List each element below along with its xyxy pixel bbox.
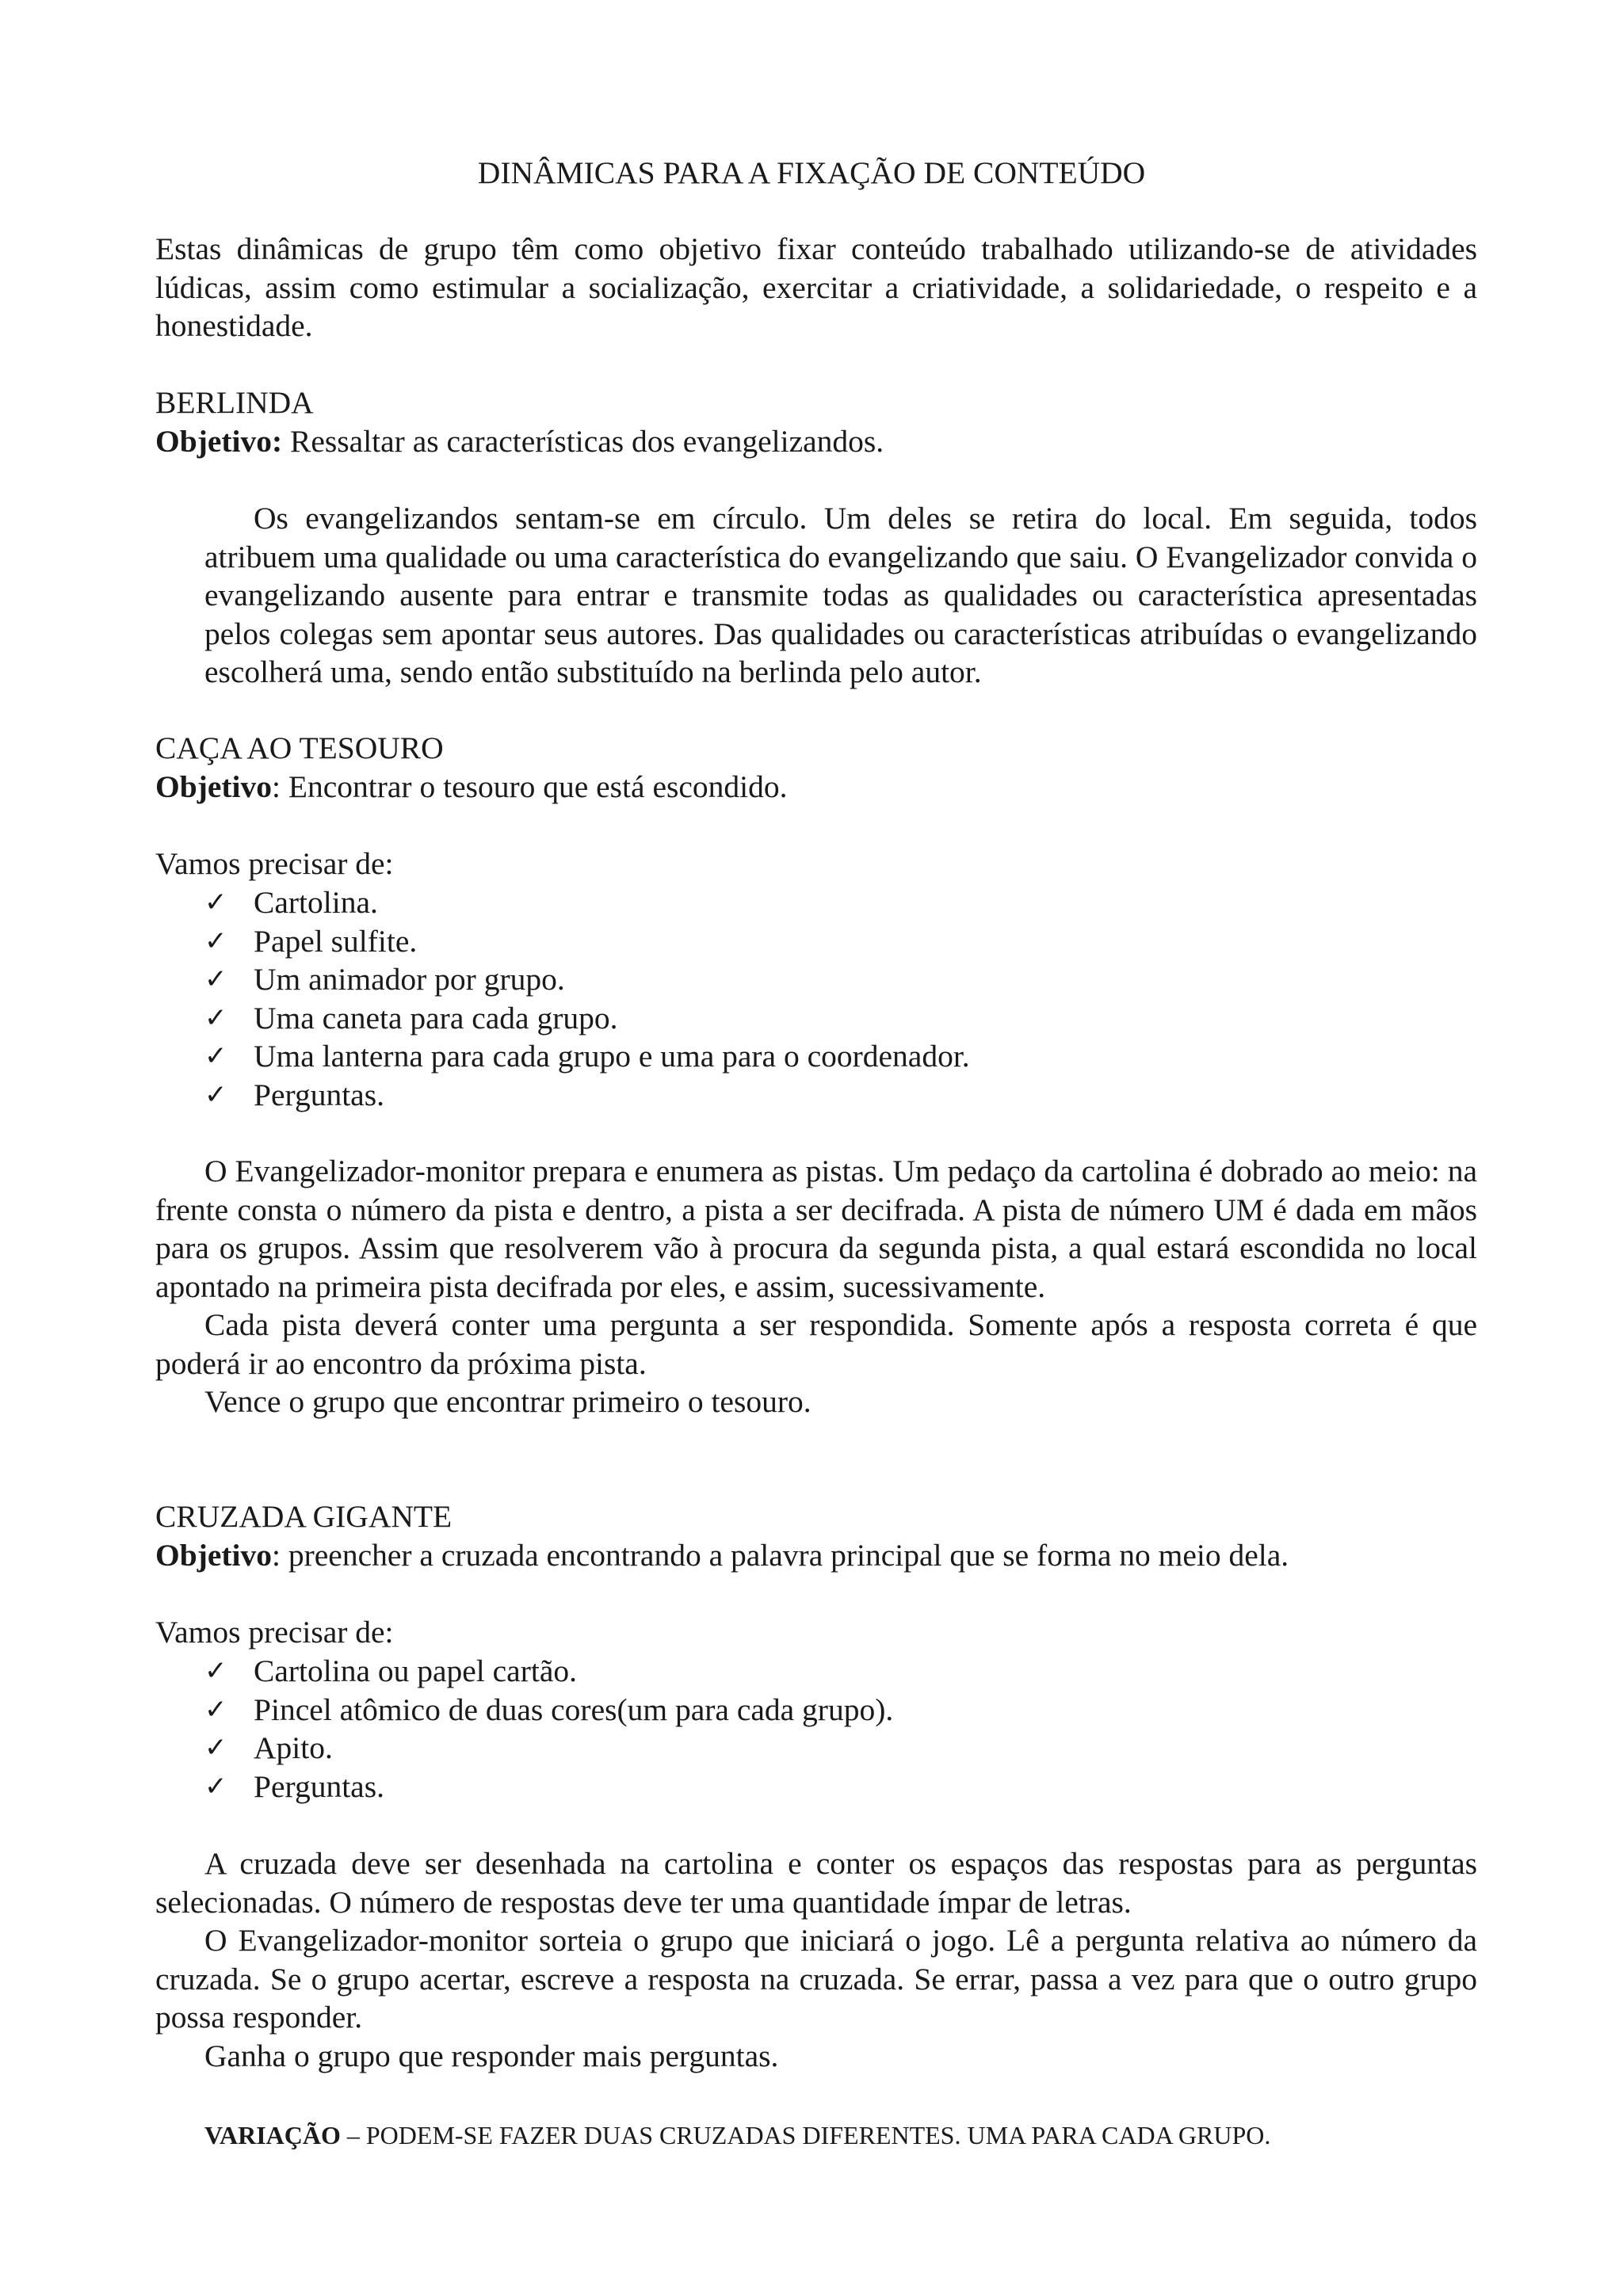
list-item	[204, 1037, 970, 1076]
checkmark-icon: ✓	[204, 1078, 227, 1111]
berlinda-description: Os evangelizandos sentam-se em círculo. Um deles se retira do local. Em seguida, todos atribuem uma qualidade ou uma característica do evangelizando que saiu. O Evangelizador convida o evangelizando ausente para entrar e transmite todas as qualidades ou característica apresentadas pelos colegas sem apontar seus autores. Das qualidades ou características atribuídas o evangelizando escolherá uma, sendo então substituído na berlinda pelo autor.	[204, 501, 1477, 689]
list-item-text: Papel sulfite.	[254, 923, 418, 959]
list-item	[204, 1729, 893, 1768]
list-item	[204, 999, 970, 1038]
page-title: DINÂMICAS PARA A FIXAÇÃO DE CONTEÚDO	[477, 155, 1146, 190]
list-item	[204, 1768, 893, 1806]
objective-cruzada-gigante	[155, 1536, 1289, 1575]
caca-paragraph-2: Cada pista deverá conter uma pergunta a ser respondida. Somente após a resposta correta é que poderá ir ao encontro da próxima pista.	[155, 1307, 1477, 1381]
variation-text: – PODEM-SE FAZER DUAS CRUZADAS DIFERENTES. UMA PARA CADA GRUPO.	[340, 2121, 1271, 2149]
objective-caca-ao-tesouro	[155, 768, 787, 807]
list-item-text: Apito.	[254, 1730, 333, 1765]
cruzada-paragraph-3: Ganha o grupo que responder mais perguntas.	[204, 2039, 779, 2073]
objective-text: Ressaltar as características dos evangelizandos.	[282, 424, 884, 459]
list-item	[204, 1691, 893, 1730]
objective-berlinda	[155, 422, 884, 461]
materials-label: Vamos precisar de:	[155, 846, 394, 881]
list-item-text: Pincel atômico de duas cores(um para cada grupo).	[254, 1691, 894, 1727]
materials-label: Vamos precisar de:	[155, 1615, 394, 1650]
checkmark-icon: ✓	[204, 1040, 227, 1072]
section-heading-berlinda: BERLINDA	[155, 385, 314, 420]
list-item-text: Um animador por grupo.	[254, 962, 565, 997]
objective-label: Objetivo:	[155, 424, 283, 459]
checkmark-icon: ✓	[204, 963, 227, 995]
list-item-text: Uma lanterna para cada grupo e uma para o coordenador.	[254, 1039, 970, 1074]
caca-paragraph-3: Vence o grupo que encontrar primeiro o tesouro.	[204, 1384, 812, 1419]
variation-note	[204, 2119, 1270, 2151]
checkmark-icon: ✓	[204, 1770, 227, 1802]
cruzada-paragraph-1: A cruzada deve ser desenhada na cartolina e conter os espaços das respostas para as perguntas selecionadas. O número de respostas deve ter uma quantidade ímpar de letras.	[155, 1846, 1477, 1920]
objective-label: Objetivo	[155, 769, 273, 804]
checkmark-icon: ✓	[204, 1001, 227, 1034]
list-item	[204, 922, 970, 961]
objective-text: : preencher a cruzada encontrando a palavra principal que se forma no meio dela.	[272, 1538, 1289, 1573]
objective-text: : Encontrar o tesouro que está escondido.	[272, 769, 788, 804]
materials-list-cruzada	[204, 1652, 893, 1806]
checkmark-icon: ✓	[204, 887, 227, 918]
caca-paragraph-1: O Evangelizador-monitor prepara e enumera as pistas. Um pedaço da cartolina é dobrado ao meio: na frente consta o número da pista e dentro, a pista a ser decifrada. A pista de número UM é dada em mãos para os grupos. Assim que resolverem vão à procura da segunda pista, a qual estará escondida no local apontado na primeira pista decifrada por eles, e assim, sucessivamente.	[155, 1154, 1477, 1304]
section-heading-caca-ao-tesouro: CAÇA AO TESOURO	[155, 730, 444, 765]
list-item	[204, 1076, 970, 1115]
list-item-text: Uma caneta para cada grupo.	[254, 1000, 618, 1035]
checkmark-icon: ✓	[204, 1655, 227, 1687]
section-heading-cruzada-gigante: CRUZADA GIGANTE	[155, 1499, 453, 1534]
cruzada-paragraph-2: O Evangelizador-monitor sorteia o grupo que iniciará o jogo. Lê a pergunta relativa ao número da cruzada. Se o grupo acertar, escreve a resposta na cruzada. Se errar, passa a vez para que o outro grupo possa responder.	[155, 1923, 1477, 2035]
list-item	[204, 960, 970, 999]
checkmark-icon: ✓	[204, 925, 227, 957]
list-item	[204, 1652, 893, 1691]
list-item-text: Perguntas.	[254, 1768, 384, 1804]
list-item-text: Cartolina ou papel cartão.	[254, 1653, 577, 1688]
checkmark-icon: ✓	[204, 1732, 227, 1764]
checkmark-icon: ✓	[204, 1693, 227, 1726]
list-item-text: Perguntas.	[254, 1077, 384, 1112]
list-item-text: Cartolina.	[254, 885, 378, 920]
list-item	[204, 883, 970, 922]
materials-list-caca	[204, 883, 970, 1114]
intro-paragraph: Estas dinâmicas de grupo têm como objetivo fixar conteúdo trabalhado utilizando-se de atividades lúdicas, assim como estimular a socialização, exercitar a criatividade, a solidariedade, o respeito e a honestidade.	[155, 231, 1477, 343]
objective-label: Objetivo	[155, 1538, 273, 1573]
variation-label: VARIAÇÃO	[204, 2121, 341, 2149]
